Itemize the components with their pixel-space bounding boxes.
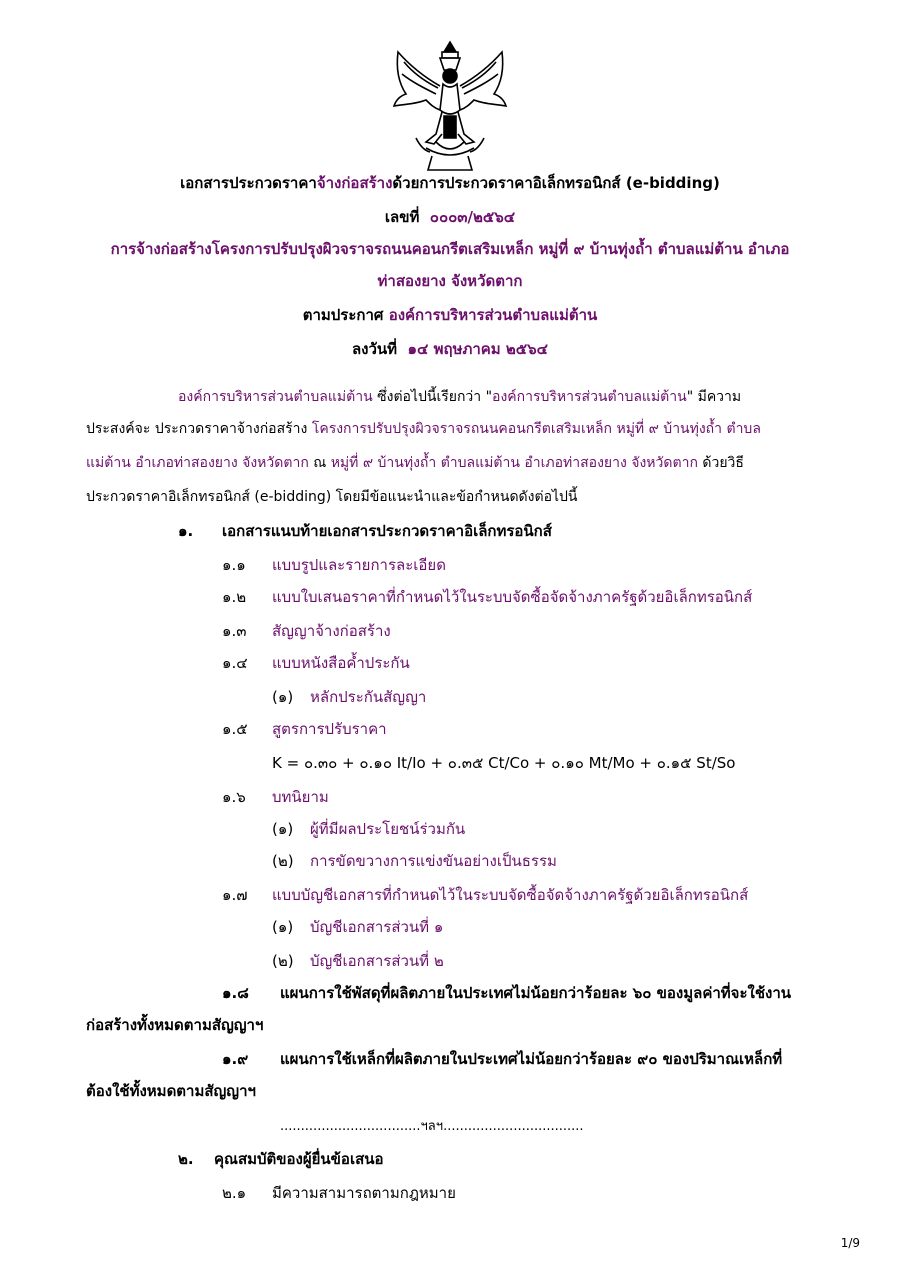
- subitem-number: (๑): [272, 820, 294, 838]
- subitem-text: บัญชีเอกสารส่วนที่ ๑: [310, 918, 444, 936]
- section1-number: ๑.: [178, 522, 194, 540]
- item-text: แผนการใช้พัสดุที่ผลิตภายในประเทศไม่น้อยกว่าร้อยละ ๖๐ ของมูลค่าที่จะใช้งาน: [280, 984, 792, 1002]
- item-text: แบบใบเสนอราคาที่กำหนดไว้ในระบบจัดซื้อจัดจ้างภาครัฐด้วยอิเล็กทรอนิกส์: [272, 588, 753, 606]
- project-title-line2: ท่าสองยาง จังหวัดตาก: [377, 272, 523, 290]
- subitem-text: หลักประกันสัญญา: [310, 688, 427, 706]
- number-value: ๐๐๐๓/๒๕๖๔: [429, 208, 516, 226]
- title-part-b: จ้างก่อสร้าง: [316, 174, 393, 192]
- section1-title: เอกสารแนบท้ายเอกสารประกวดราคาอิเล็กทรอนิกส์: [222, 522, 552, 540]
- intro-line4: ประกวดราคาอิเล็กทรอนิกส์ (e-bidding) โดยมีข้อแนะนำและข้อกำหนดดังต่อไปนี้: [86, 489, 578, 505]
- subitem-text: การขัดขวางการแข่งขันอย่างเป็นธรรม: [310, 852, 557, 870]
- date-line: [0, 338, 900, 360]
- date-label: ลงวันที่: [351, 340, 398, 358]
- subitem-number: (๒): [272, 952, 294, 970]
- intro-text: ด้วยวิธี: [697, 455, 744, 471]
- date-value: ๑๔ พฤษภาคม ๒๕๖๔: [407, 340, 549, 358]
- intro-line2: [86, 418, 761, 440]
- intro-line3: [86, 452, 744, 474]
- section2-title: คุณสมบัติของผู้ยื่นข้อเสนอ: [214, 1150, 384, 1168]
- document-title: [0, 172, 900, 194]
- announcement-line: [0, 304, 900, 326]
- item-text: สูตรการปรับราคา: [272, 720, 387, 738]
- page-number: 1/9: [840, 1236, 860, 1250]
- item-number: ๑.๗: [222, 886, 248, 904]
- item-number: ๑.๕: [222, 720, 248, 738]
- item-number: ๑.๘: [222, 984, 249, 1002]
- item-number: ๑.๙: [222, 1050, 249, 1068]
- announcement-org: องค์การบริหารส่วนตำบลแม่ต้าน: [388, 306, 598, 324]
- item-text: บทนิยาม: [272, 788, 329, 806]
- subitem-text: บัญชีเอกสารส่วนที่ ๒: [310, 952, 444, 970]
- item-text-continued: ก่อสร้างทั้งหมดตามสัญญาฯ: [86, 1016, 264, 1034]
- item-text: แผนการใช้เหล็กที่ผลิตภายในประเทศไม่น้อยกว่าร้อยละ ๙๐ ของปริมาณเหล็กที่: [280, 1050, 783, 1068]
- announcement-label: ตามประกาศ: [302, 306, 384, 324]
- price-adjustment-formula: K = ๐.๓๐ + ๐.๑๐ It/Io + ๐.๓๕ Ct/Co + ๐.๑๐ Mt/Mo + ๐.๑๕ St/So: [272, 754, 736, 772]
- item-number: ๑.๔: [222, 654, 248, 672]
- intro-site: หมู่ที่ ๙ บ้านทุ่งถ้ำ ตำบลแม่ต้าน อำเภอท่าสองยาง จังหวัดตาก: [330, 455, 698, 471]
- garuda-emblem-icon: [386, 38, 514, 174]
- intro-text: " มีความ: [686, 389, 742, 405]
- item-text: สัญญาจ้างก่อสร้าง: [272, 622, 391, 640]
- item-number: ๒.๑: [222, 1184, 247, 1202]
- item-text: แบบหนังสือค้ำประกัน: [272, 654, 410, 672]
- subitem-number: (๑): [272, 918, 294, 936]
- subitem-number: (๑): [272, 688, 294, 706]
- item-number: ๑.๖: [222, 788, 246, 806]
- item-text: มีความสามารถตามกฎหมาย: [272, 1184, 456, 1202]
- section2-number: ๒.: [178, 1150, 194, 1168]
- item-number: ๑.๒: [222, 588, 247, 606]
- title-part-a: เอกสารประกวดราคา: [180, 174, 317, 192]
- number-label: เลขที่: [384, 208, 420, 226]
- intro-line1: [178, 386, 741, 408]
- intro-org: องค์การบริหารส่วนตำบลแม่ต้าน: [178, 389, 373, 405]
- subitem-number: (๒): [272, 852, 294, 870]
- item-text: แบบบัญชีเอกสารที่กำหนดไว้ในระบบจัดซื้อจัดจ้างภาครัฐด้วยอิเล็กทรอนิกส์: [272, 886, 749, 904]
- item-text: แบบรูปและรายการละเอียด: [272, 556, 446, 574]
- etc-separator: ..................................ฯลฯ..................................: [280, 1119, 584, 1134]
- intro-text: ประสงค์จะ ประกวดราคาจ้างก่อสร้าง: [86, 421, 312, 437]
- intro-text: ซึ่งต่อไปนี้เรียกว่า ": [372, 389, 493, 405]
- intro-location: แม่ต้าน อำเภอท่าสองยาง จังหวัดตาก: [86, 455, 309, 471]
- item-text-continued: ต้องใช้ทั้งหมดตามสัญญาฯ: [86, 1082, 256, 1100]
- item-number: ๑.๑: [222, 556, 246, 574]
- item-number: ๑.๓: [222, 622, 247, 640]
- subitem-text: ผู้ที่มีผลประโยชน์ร่วมกัน: [310, 820, 466, 838]
- document-number: [0, 206, 900, 228]
- intro-text: ณ: [308, 455, 331, 471]
- intro-project: โครงการปรับปรุงผิวจราจรถนนคอนกรีตเสริมเหล็ก หมู่ที่ ๙ บ้านทุ่งถ้ำ ตำบล: [311, 421, 761, 437]
- intro-org-quoted: องค์การบริหารส่วนตำบลแม่ต้าน: [492, 389, 687, 405]
- title-part-c: ด้วยการประกวดราคาอิเล็กทรอนิกส์ (e-bidding): [392, 174, 720, 192]
- project-title-line1: การจ้างก่อสร้างโครงการปรับปรุงผิวจราจรถนนคอนกรีตเสริมเหล็ก หมู่ที่ ๙ บ้านทุ่งถ้ำ ตำบลแม่ต้าน อำเภอ: [110, 240, 790, 258]
